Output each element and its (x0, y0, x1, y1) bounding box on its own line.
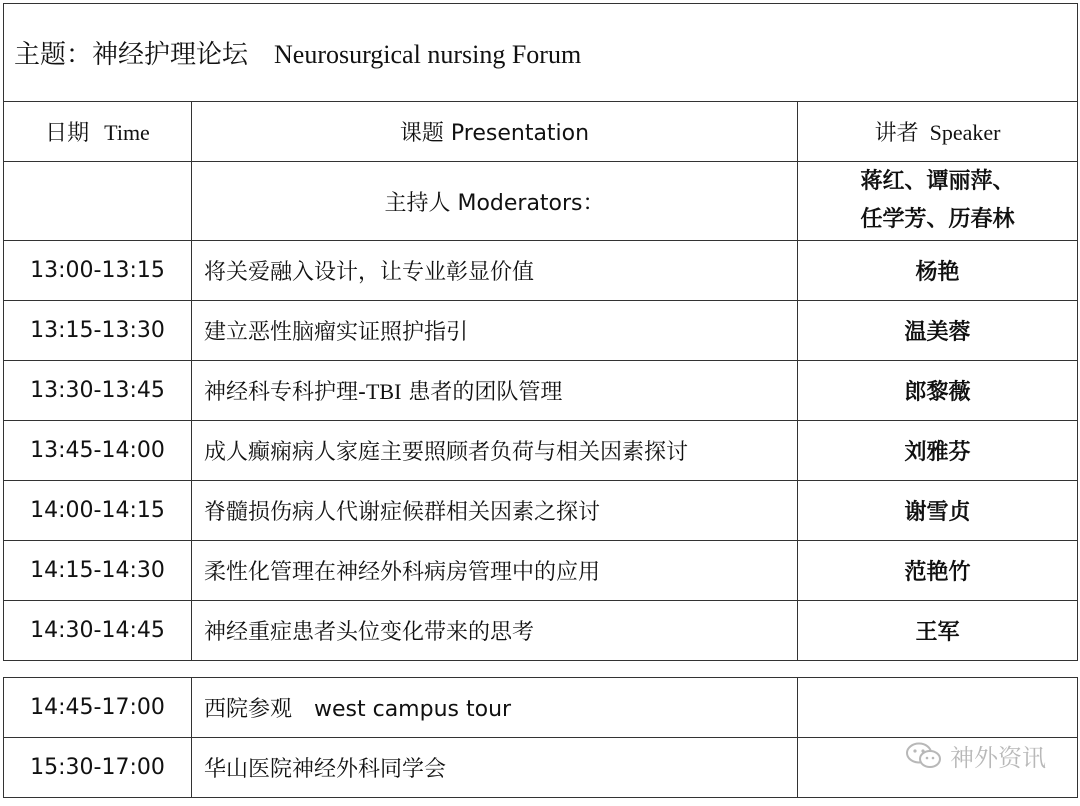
session-time: 13:00-13:15 (4, 241, 192, 301)
header-time (4, 102, 192, 162)
session-time: 14:00-14:15 (4, 481, 192, 541)
moderators-label: 主持人 Moderators： (192, 162, 798, 241)
session-speaker: 刘雅芬 (798, 421, 1078, 481)
header-time-zh: 日期 (45, 121, 90, 146)
session-time: 13:30-13:45 (4, 361, 192, 421)
table-row (4, 678, 1078, 738)
session-speaker: 杨艳 (798, 241, 1078, 301)
moderators-time-cell (4, 162, 192, 241)
session-topic: 柔性化管理在神经外科病房管理中的应用 (192, 541, 798, 601)
table-row (4, 601, 1078, 661)
header-time-en: Time (104, 120, 150, 145)
session-time: 14:30-14:45 (4, 601, 192, 661)
title-en: Neurosurgical nursing Forum (274, 40, 582, 69)
watermark (904, 738, 1046, 773)
session-topic-part1: 神经科专科护理- (204, 380, 366, 405)
table-row (4, 361, 1078, 421)
title-cell (4, 4, 1078, 102)
table-row (4, 241, 1078, 301)
session-time: 13:15-13:30 (4, 301, 192, 361)
extra-topic: 华山医院神经外科同学会 (192, 738, 798, 798)
moderators-names-line1: 蒋红、谭丽萍、 (860, 169, 1015, 194)
wechat-icon (904, 741, 944, 771)
session-topic: 将关爱融入设计，让专业彰显价值 (192, 241, 798, 301)
session-speaker: 郎黎薇 (798, 361, 1078, 421)
extra-time: 15:30-17:00 (4, 738, 192, 798)
session-topic: 成人癫痫病人家庭主要照顾者负荷与相关因素探讨 (192, 421, 798, 481)
session-speaker: 范艳竹 (798, 541, 1078, 601)
header-speaker (798, 102, 1078, 162)
session-topic: 建立恶性脑瘤实证照护指引 (192, 301, 798, 361)
title-row (4, 4, 1078, 102)
table-row (4, 481, 1078, 541)
header-presentation: 课题 Presentation (192, 102, 798, 162)
session-time: 13:45-14:00 (4, 421, 192, 481)
table-row (4, 541, 1078, 601)
header-speaker-en: Speaker (929, 120, 1001, 145)
table-row (4, 421, 1078, 481)
moderators-names (798, 162, 1078, 241)
extra-time: 14:45-17:00 (4, 678, 192, 738)
moderators-row (4, 162, 1078, 241)
session-topic-abbr: TBI (365, 379, 402, 404)
session-topic: 神经重症患者头位变化带来的思考 (192, 601, 798, 661)
moderators-names-line2: 任学芳、历春林 (860, 207, 1015, 232)
session-speaker: 王军 (798, 601, 1078, 661)
session-topic: 脊髓损伤病人代谢症候群相关因素之探讨 (192, 481, 798, 541)
session-topic (192, 361, 798, 421)
session-speaker: 温美蓉 (798, 301, 1078, 361)
title-zh: 主题：神经护理论坛 (14, 40, 249, 70)
header-speaker-zh: 讲者 (874, 121, 919, 146)
watermark-text: 神外资讯 (950, 744, 1046, 772)
agenda-table (3, 3, 1078, 661)
extra-speaker (798, 678, 1078, 738)
session-topic-part2: 患者的团队管理 (401, 380, 563, 405)
session-speaker: 谢雪贞 (798, 481, 1078, 541)
extra-topic: 西院参观 west campus tour (192, 678, 798, 738)
header-row (4, 102, 1078, 162)
session-time: 14:15-14:30 (4, 541, 192, 601)
agenda-document (3, 3, 1077, 801)
table-row (4, 301, 1078, 361)
